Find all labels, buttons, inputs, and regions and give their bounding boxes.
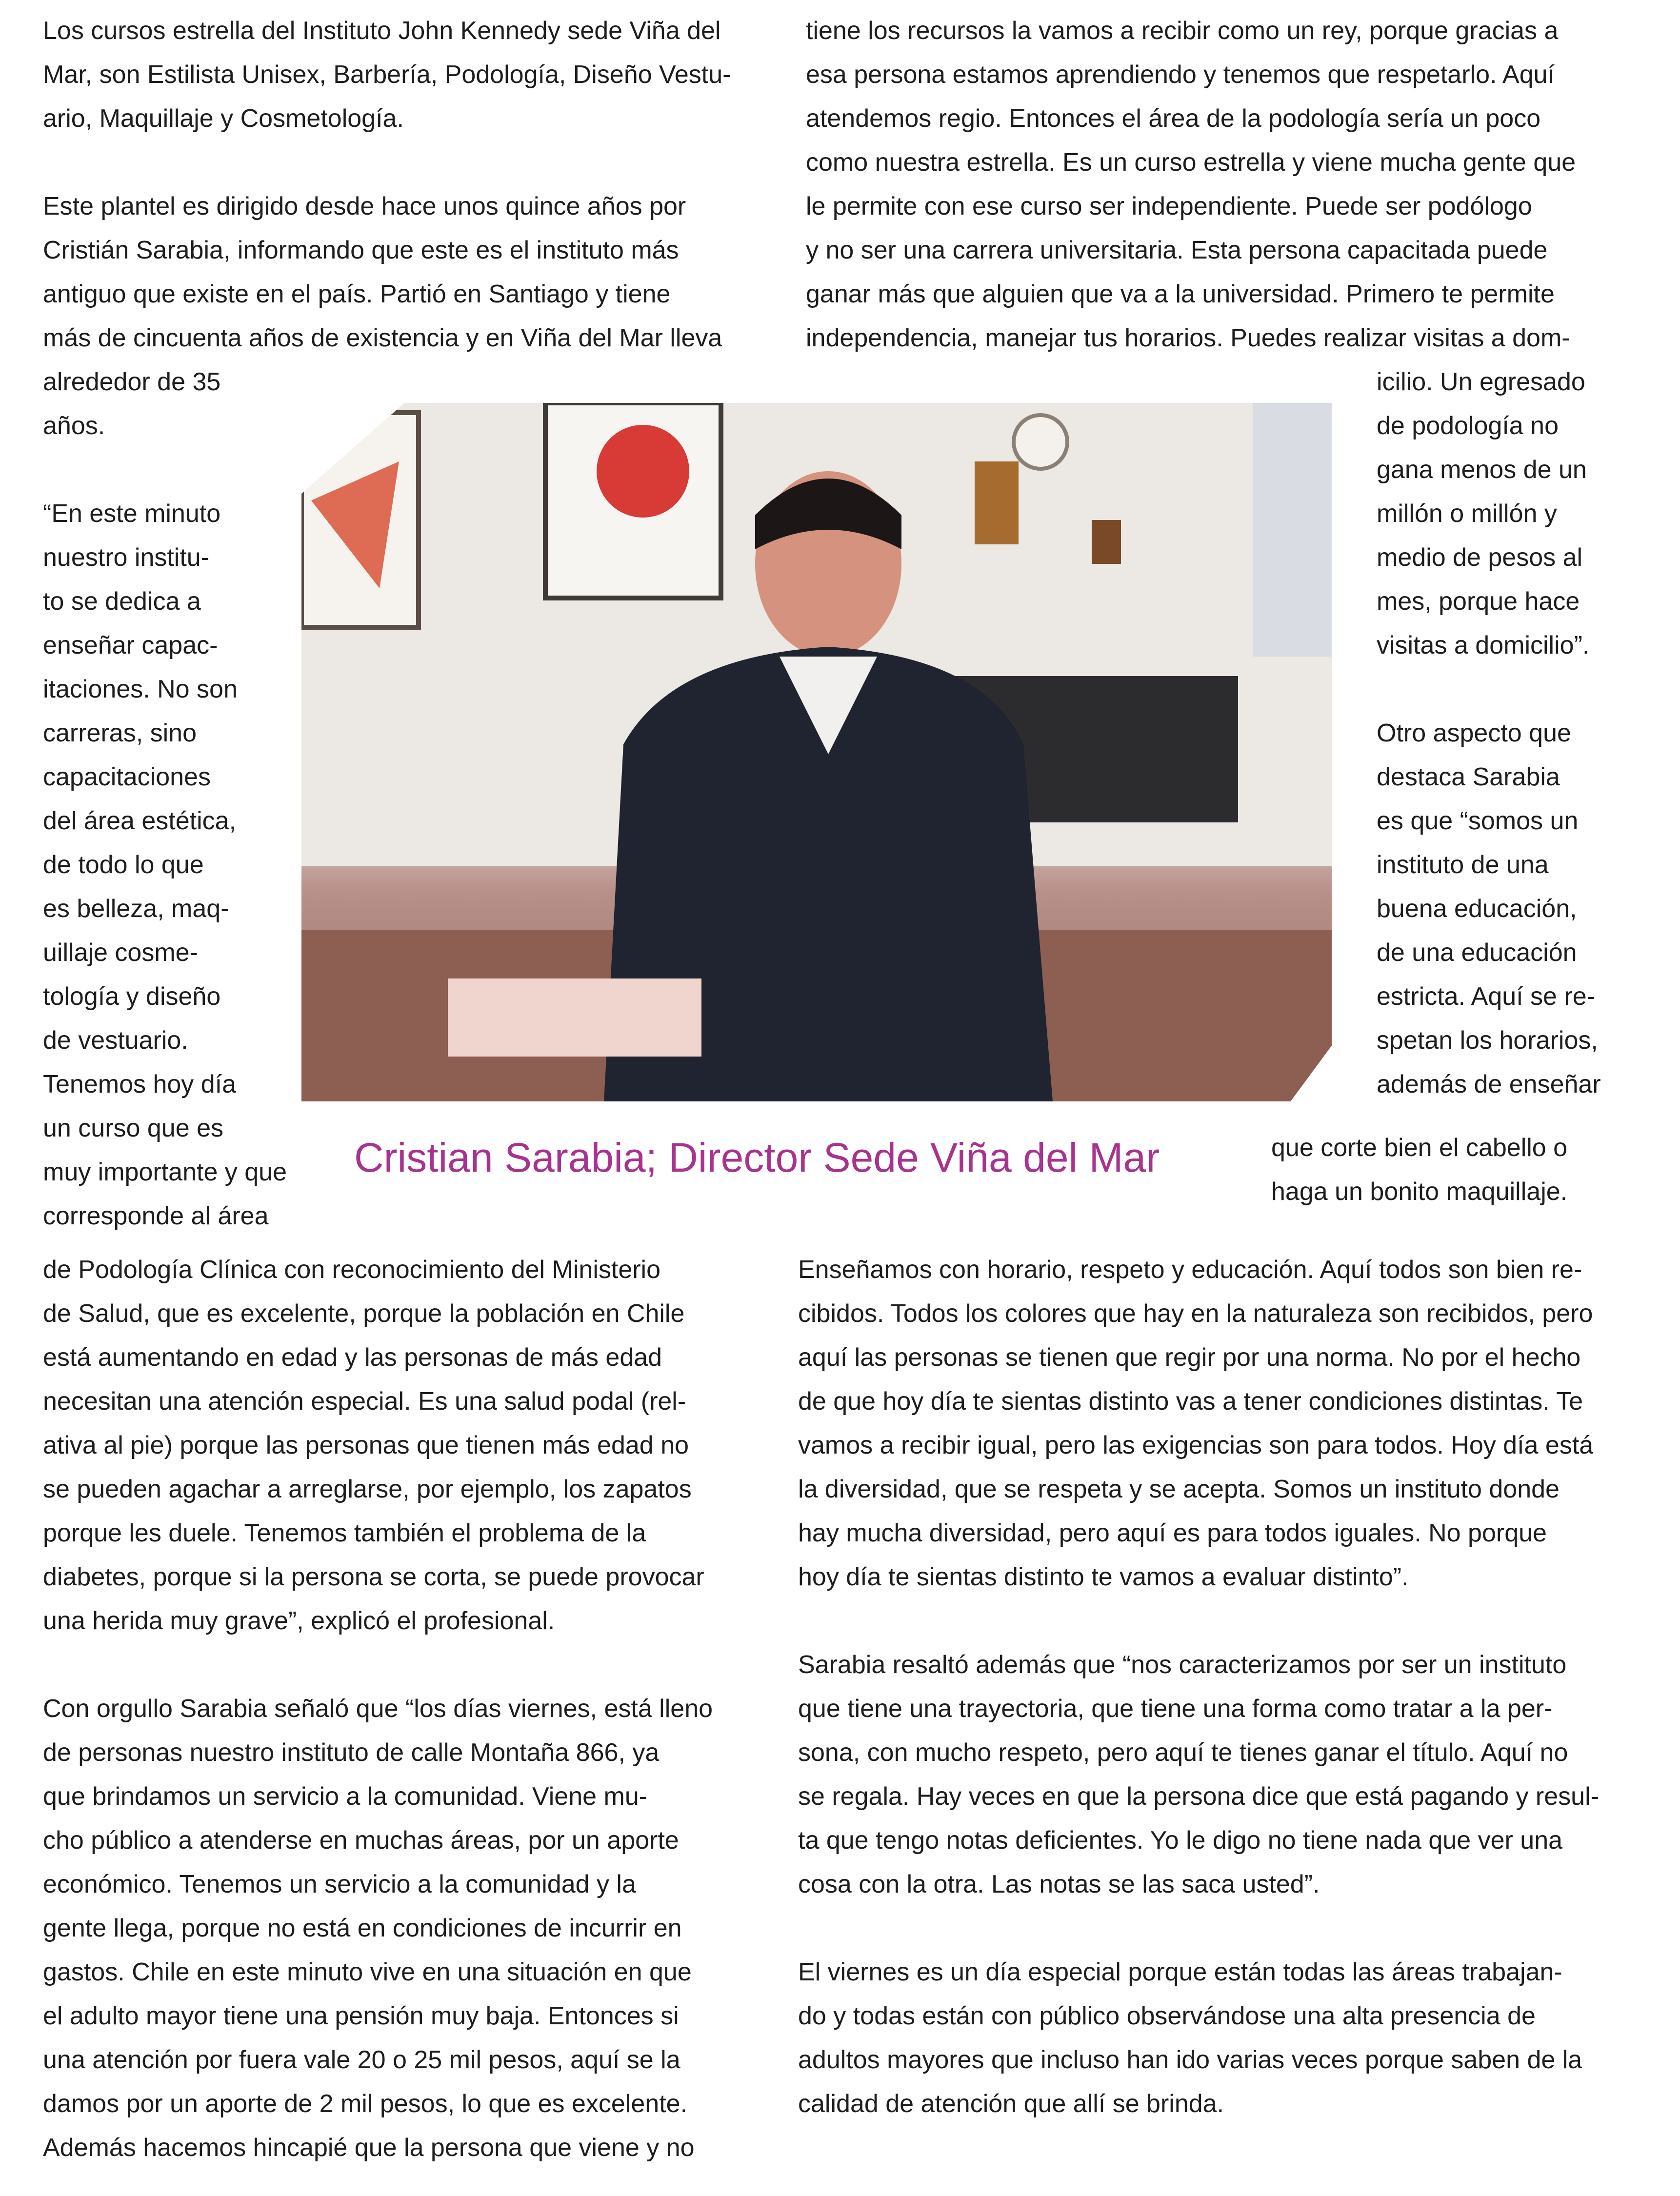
text-line: está aumentando en edad y las personas de más edad	[43, 1343, 662, 1372]
text-line: ativa al pie) porque las personas que tienen más edad no	[43, 1431, 689, 1459]
text-line	[43, 1643, 713, 1687]
text-line: gana menos de un	[1377, 456, 1587, 484]
text-line: la diversidad, que se respeta y se acepta. Somos un instituto donde	[798, 1475, 1560, 1503]
text-line: carreras, sino	[43, 719, 197, 747]
text-line: Tenemos hoy día	[43, 1070, 237, 1098]
text-line: visitas a domicilio”.	[1377, 631, 1590, 659]
text-line: Los cursos estrella del Instituto John Kennedy sede Viña del	[43, 17, 721, 45]
text-line: icilio. Un egresado	[1377, 368, 1585, 396]
text-line: enseñar capac-	[43, 631, 218, 659]
text-line: mes, porque hace	[1377, 587, 1580, 616]
text-line: ario, Maquillaje y Cosmetología.	[43, 104, 404, 133]
text-line: una atención por fuera vale 20 o 25 mil pesos, aquí se la	[43, 2046, 680, 2074]
text-line: y no ser una carrera universitaria. Esta persona capacitada puede	[806, 236, 1548, 264]
office-scene-illustration	[301, 403, 1332, 1101]
text-line: se pueden agachar a arreglarse, por ejemplo, los zapatos	[43, 1475, 692, 1503]
text-line: como nuestra estrella. Es un curso estrella y viene mucha gente que	[806, 148, 1576, 177]
text-line: de personas nuestro instituto de calle Montaña 866, ya	[43, 1738, 660, 1767]
text-line: alrededor de 35	[43, 368, 221, 396]
text-line: atendemos regio. Entonces el área de la podología sería un poco	[806, 104, 1541, 133]
text-line: años.	[43, 412, 105, 440]
text-line: do y todas están con público observándose una alta presencia de	[798, 2002, 1536, 2030]
text-line: gastos. Chile en este minuto vive en una situación en que	[43, 1958, 692, 1986]
text-line: Con orgullo Sarabia señaló que “los días viernes, está lleno	[43, 1695, 713, 1723]
text-line: Otro aspecto que	[1377, 719, 1571, 747]
text-line: hoy día te sientas distinto te vamos a evaluar distinto”.	[798, 1563, 1409, 1591]
text-line: cibidos. Todos los colores que hay en la naturaleza son recibidos, pero	[798, 1299, 1593, 1328]
text-line: Este plantel es dirigido desde hace unos quince años por	[43, 192, 686, 220]
text-line: esa persona estamos aprendiendo y tenemos que respetarlo. Aquí	[806, 60, 1555, 89]
text-line: to se dedica a	[43, 587, 201, 616]
text-line: damos por un aporte de 2 mil pesos, lo que es excelente.	[43, 2090, 688, 2118]
text-line: buena educación,	[1377, 895, 1577, 923]
text-line: adultos mayores que incluso han ido varias veces porque saben de la	[798, 2046, 1582, 2074]
article-text-right-after-photo	[1271, 1126, 1567, 1214]
text-line: haga un bonito maquillaje.	[1271, 1178, 1568, 1206]
text-line: el adulto mayor tiene una pensión muy baja. Entonces si	[43, 2002, 679, 2030]
text-line: “En este minuto	[43, 499, 221, 528]
text-line: ta que tengo notas deficientes. Yo le digo no tiene nada que ver una	[798, 1826, 1563, 1855]
text-line	[798, 1599, 1599, 1643]
article-text-left-narrow	[43, 492, 287, 1238]
director-photo	[301, 403, 1332, 1101]
text-line: hay mucha diversidad, pero aquí es para todos iguales. No porque	[798, 1519, 1547, 1547]
text-line: Mar, son Estilista Unisex, Barbería, Podología, Diseño Vestu-	[43, 60, 731, 89]
text-line: spetan los horarios,	[1377, 1026, 1598, 1055]
photo-caption: Cristian Sarabia; Director Sede Viña del Mar	[354, 1135, 1160, 1180]
text-line: de vestuario.	[43, 1026, 188, 1055]
text-line: es belleza, maq-	[43, 895, 229, 923]
text-line: itaciones. No son	[43, 675, 238, 703]
text-line: Enseñamos con horario, respeto y educación. Aquí todos son bien re-	[798, 1256, 1582, 1284]
text-line: destaca Sarabia	[1377, 763, 1560, 791]
text-line: de todo lo que	[43, 851, 204, 879]
text-line: gente llega, porque no está en condiciones de incurrir en	[43, 1914, 682, 1942]
text-line: nuestro institu-	[43, 543, 210, 572]
text-line: medio de pesos al	[1377, 543, 1583, 572]
article-text-bottom-left	[43, 1248, 713, 2170]
text-line: ganar más que alguien que va a la universidad. Primero te permite	[806, 280, 1555, 308]
text-line: económico. Tenemos un servicio a la comunidad y la	[43, 1870, 636, 1898]
text-line: es que “somos un	[1377, 807, 1579, 835]
text-line: además de enseñar	[1377, 1070, 1601, 1098]
text-line: corresponde al área	[43, 1202, 269, 1230]
text-line: una herida muy grave”, explicó el profesional.	[43, 1607, 555, 1635]
text-line: Cristián Sarabia, informando que este es el instituto más	[43, 236, 679, 264]
text-line	[1377, 667, 1601, 711]
text-line: se regala. Hay veces en que la persona dice que está pagando y resul-	[798, 1782, 1599, 1811]
text-line: sona, con mucho respeto, pero aquí te tienes ganar el título. Aquí no	[798, 1738, 1568, 1767]
article-text-right-narrow	[1377, 360, 1601, 1106]
text-line: antiguo que existe en el país. Partió en Santiago y tiene	[43, 280, 671, 308]
text-line: tiene los recursos la vamos a recibir como un rey, porque gracias a	[806, 17, 1559, 45]
text-line: de una educación	[1377, 938, 1577, 967]
article-text-top-left	[43, 9, 731, 448]
text-line: de que hoy día te sientas distinto vas a tener condiciones distintas. Te	[798, 1387, 1583, 1416]
text-line	[798, 1906, 1599, 1950]
text-line: cho público a atenderse en muchas áreas, por un aporte	[43, 1826, 679, 1855]
text-line: vamos a recibir igual, pero las exigencias son para todos. Hoy día está	[798, 1431, 1594, 1459]
text-line: de podología no	[1377, 412, 1559, 440]
text-line: cosa con la otra. Las notas se las saca usted”.	[798, 1870, 1320, 1898]
text-line: que brindamos un servicio a la comunidad. Viene mu-	[43, 1782, 648, 1811]
text-line: El viernes es un día especial porque están todas las áreas trabajan-	[798, 1958, 1562, 1986]
text-line: tología y diseño	[43, 982, 221, 1011]
text-line: diabetes, porque si la persona se corta, se puede provocar	[43, 1563, 704, 1591]
text-line: instituto de una	[1377, 851, 1549, 879]
text-line: le permite con ese curso ser independiente. Puede ser podólogo	[806, 192, 1532, 220]
text-line: porque les duele. Tenemos también el problema de la	[43, 1519, 646, 1547]
text-line: Sarabia resaltó además que “nos caracterizamos por ser un instituto	[798, 1651, 1567, 1679]
text-line: que corte bien el cabello o	[1271, 1134, 1568, 1162]
text-line: del área estética,	[43, 807, 237, 835]
text-line: Además hacemos hincapié que la persona que viene y no	[43, 2134, 695, 2162]
text-line: aquí las personas se tienen que regir por una norma. No por el hecho	[798, 1343, 1581, 1372]
article-text-bottom-right	[798, 1248, 1599, 2126]
text-line: de Podología Clínica con reconocimiento del Ministerio	[43, 1256, 661, 1284]
text-line: calidad de atención que allí se brinda.	[798, 2090, 1224, 2118]
text-line: independencia, manejar tus horarios. Puedes realizar visitas a dom-	[806, 324, 1570, 352]
text-line: necesitan una atención especial. Es una salud podal (rel-	[43, 1387, 686, 1416]
article-text-top-right	[806, 9, 1576, 360]
text-line: capacitaciones	[43, 763, 211, 791]
text-line: que tiene una trayectoria, que tiene una forma como tratar a la per-	[798, 1695, 1553, 1723]
text-line: uillaje cosme-	[43, 938, 198, 967]
text-line: un curso que es	[43, 1114, 224, 1142]
text-line	[43, 140, 731, 184]
text-line: millón o millón y	[1377, 499, 1557, 528]
text-line: más de cincuenta años de existencia y en Viña del Mar lleva	[43, 324, 722, 352]
text-line: muy importante y que	[43, 1158, 287, 1186]
text-line: de Salud, que es excelente, porque la población en Chile	[43, 1299, 685, 1328]
text-line: estricta. Aquí se re-	[1377, 982, 1595, 1011]
